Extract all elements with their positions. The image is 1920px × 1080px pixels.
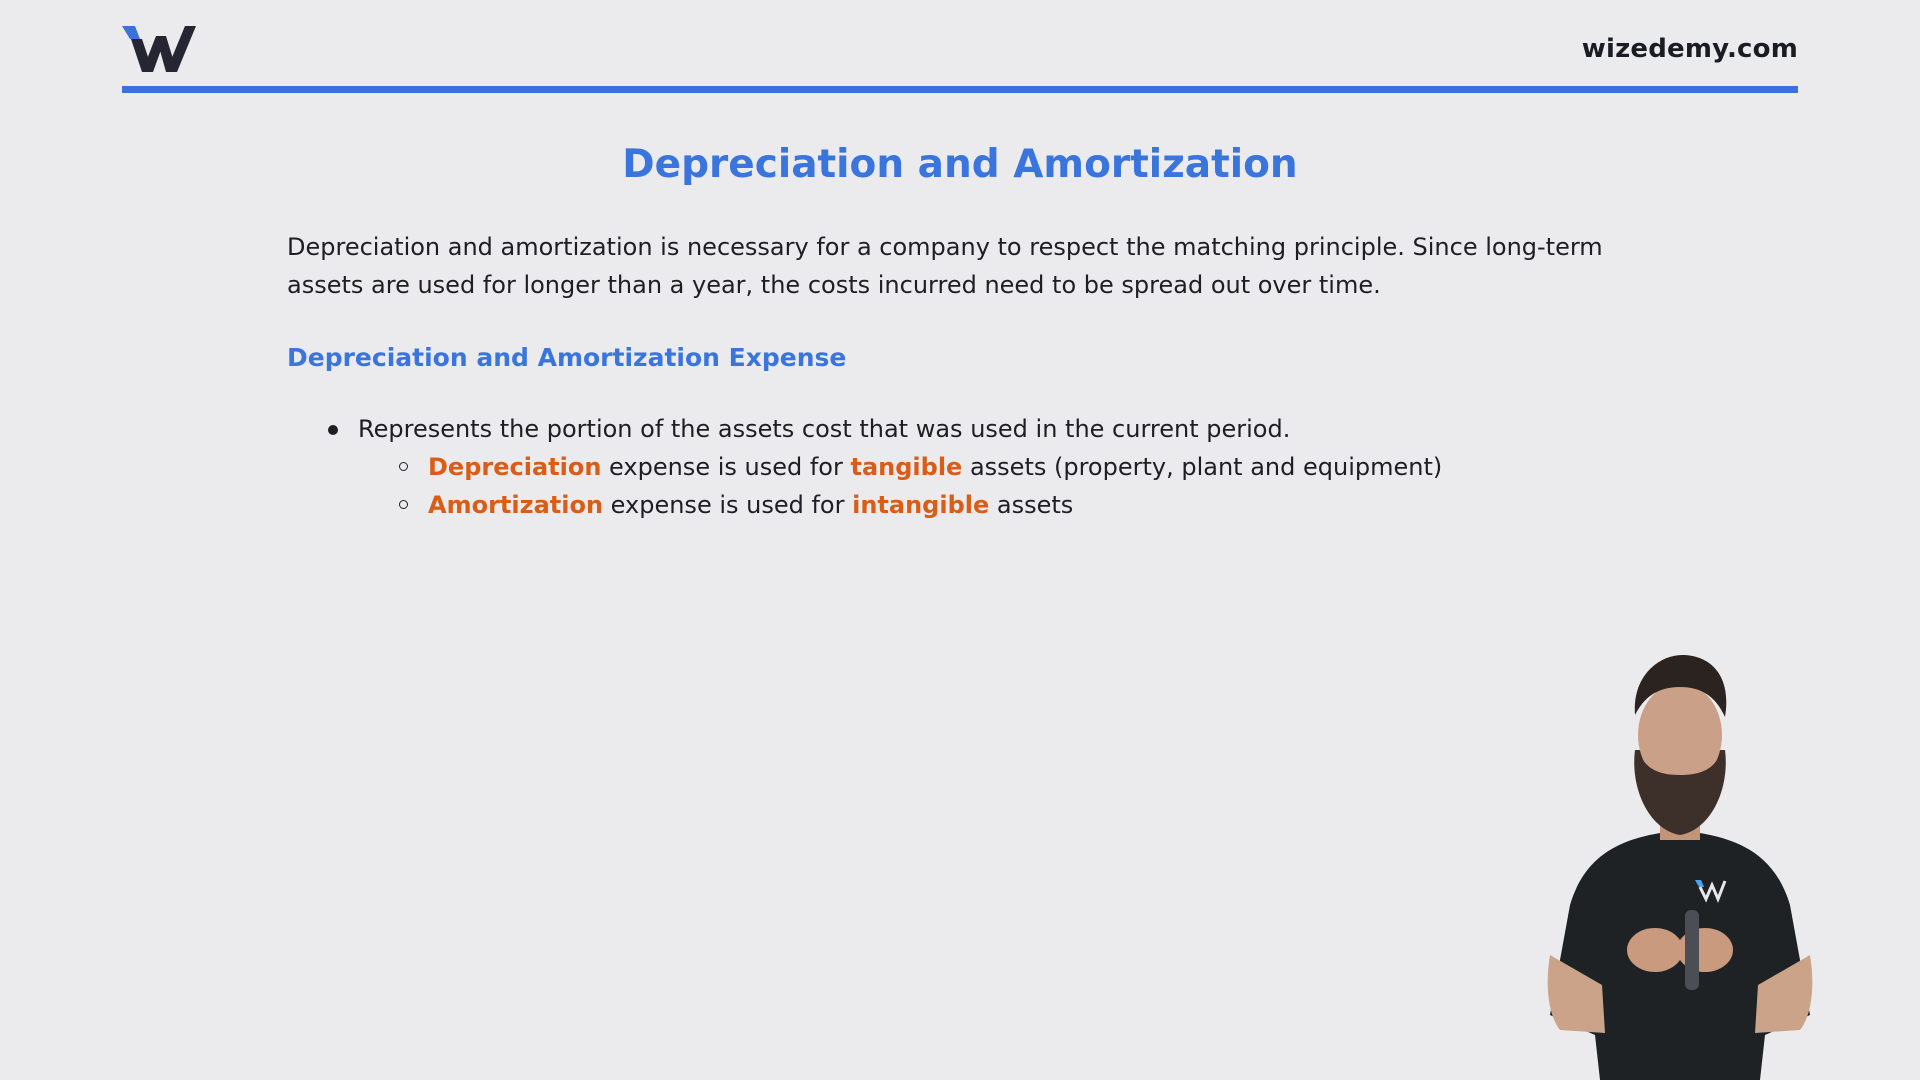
sub-bullet-list — [358, 448, 1626, 524]
slide-header — [122, 20, 1798, 92]
sub-bullet-circle-icon — [399, 462, 408, 471]
sub-bullet-middle-text: expense is used for — [601, 453, 851, 481]
bullet-item — [326, 410, 1626, 524]
sub-bullet-rest-text: assets — [989, 491, 1074, 519]
bullet-dot-icon — [328, 425, 338, 435]
presenter-video-icon — [1510, 655, 1850, 1080]
intro-paragraph: Depreciation and amortization is necessary for a company to respect the matching principle. Since long-term assets are used for longer than a year, the costs incurred need to be spread out over time. — [287, 233, 1603, 299]
qualifier-intangible: intangible — [852, 491, 990, 519]
sub-bullet-item-depreciation — [358, 448, 1626, 486]
bullet-list — [326, 410, 1626, 524]
section-heading: Depreciation and Amortization Expense — [287, 343, 847, 372]
term-depreciation: Depreciation — [428, 453, 602, 481]
header-divider — [122, 86, 1798, 93]
sub-bullet-circle-icon — [399, 500, 408, 509]
sub-bullet-item-amortization — [358, 486, 1626, 524]
site-url-text: wizedemy.com — [1581, 34, 1798, 64]
term-amortization: Amortization — [428, 491, 604, 519]
wizedemy-logo-icon — [122, 22, 196, 74]
sub-bullet-rest-text: assets (property, plant and equipment) — [962, 453, 1443, 481]
sub-bullet-middle-text: expense is used for — [603, 491, 853, 519]
bullet-text: Represents the portion of the assets cost that was used in the current period. — [358, 415, 1291, 443]
qualifier-tangible: tangible — [850, 453, 963, 481]
slide-title: Depreciation and Amortization — [622, 142, 1298, 187]
